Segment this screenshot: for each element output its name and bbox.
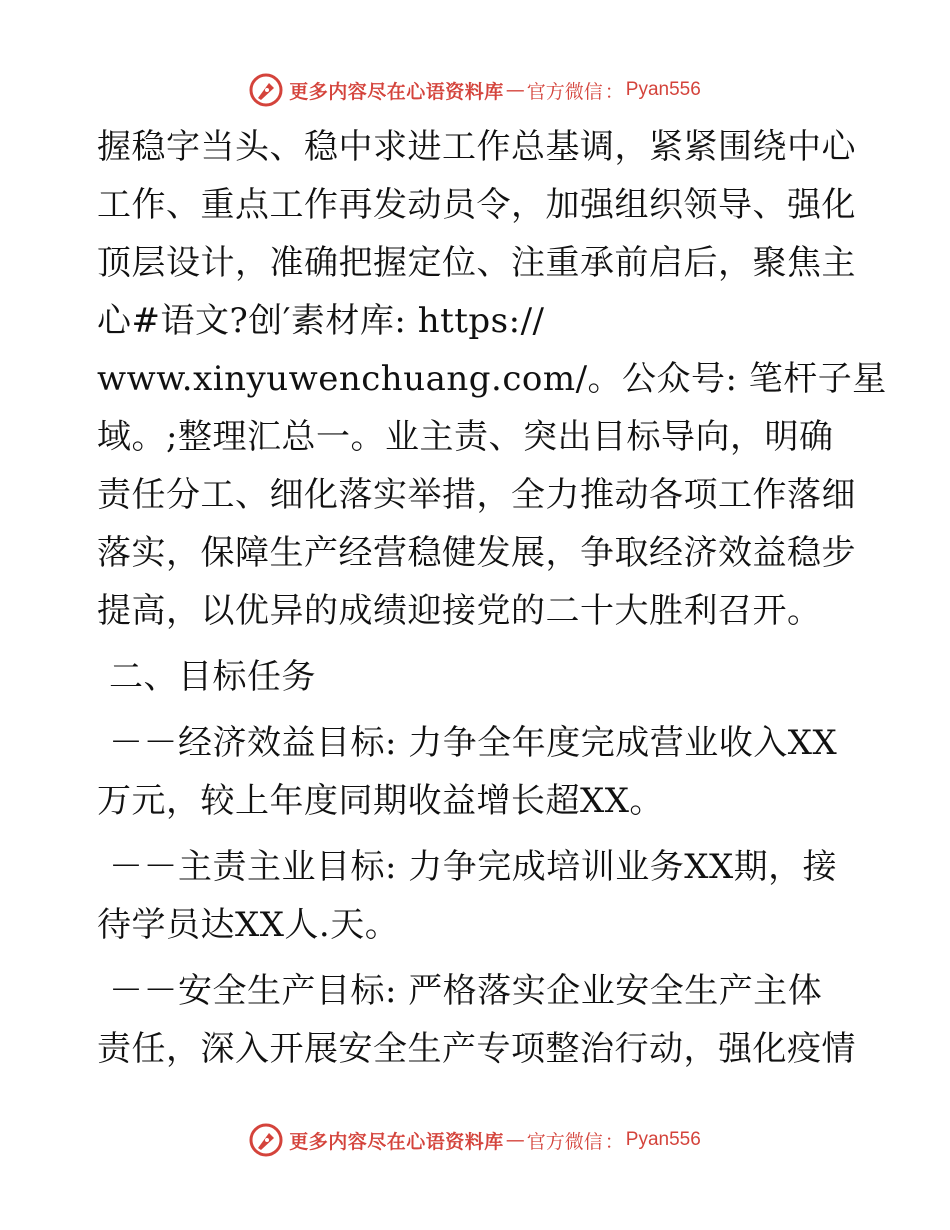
- document-body: [97, 118, 887, 1078]
- text-line: 责任分工、细化落实举措，全力推动各项工作落细: [97, 475, 856, 515]
- header-watermark-banner: [0, 70, 950, 110]
- text-line: 工作、重点工作再发动员令，加强组织领导、强化: [97, 185, 856, 225]
- target-safety: [97, 962, 857, 1078]
- text-line: 握稳字当头、稳中求进工作总基调，紧紧围绕中心: [97, 127, 856, 167]
- target-main-business: [97, 838, 857, 954]
- banner-wechat-id: Pyan556: [625, 1129, 701, 1150]
- banner-colon: ：: [604, 80, 624, 103]
- text-line: 待学员达XX人.天。: [97, 905, 400, 945]
- text-line: 心#语文?创′素材库: https://: [97, 301, 545, 341]
- text-line: －－经济效益目标: 力争全年度完成营业收入XX: [109, 723, 838, 763]
- text-line: 顶层设计，准确把握定位、注重承前启后，聚焦主: [97, 243, 856, 283]
- pen-nib-logo-icon: [249, 1123, 283, 1157]
- footer-watermark-banner: [0, 1120, 950, 1160]
- section-heading: 二、目标任务: [109, 657, 316, 697]
- banner-separator: —: [505, 79, 525, 101]
- paragraph-intro: [97, 118, 887, 640]
- text-line: www.xinyuwenchuang.com/。公众号: 笔杆子星: [97, 359, 887, 399]
- text-line: 落实，保障生产经营稳健发展，争取经济效益稳步: [97, 533, 856, 573]
- text-line: －－安全生产目标: 严格落实企业安全生产主体: [109, 971, 823, 1011]
- banner-colon: ：: [604, 1130, 624, 1153]
- banner-wechat-label: 官方微信: [526, 80, 603, 103]
- banner-wechat-label: 官方微信: [526, 1130, 603, 1153]
- text-line: 提高，以优异的成绩迎接党的二十大胜利召开。: [97, 591, 822, 631]
- banner-separator: —: [505, 1129, 525, 1151]
- banner-wechat-id: Pyan556: [625, 79, 701, 100]
- banner-main-text: 更多内容尽在心语资料库: [289, 80, 504, 103]
- pen-nib-logo-icon: [249, 73, 283, 107]
- text-line: 万元，较上年度同期收益增长超XX。: [97, 781, 664, 821]
- banner-main-text: 更多内容尽在心语资料库: [289, 1130, 504, 1153]
- text-line: －－主责主业目标: 力争完成培训业务XX期，接: [109, 847, 838, 887]
- target-economic: [97, 714, 857, 830]
- text-line: 责任，深入开展安全生产专项整治行动，强化疫情: [97, 1029, 856, 1069]
- text-line: 域。;整理汇总一。业主责、突出目标导向，明确: [97, 417, 834, 457]
